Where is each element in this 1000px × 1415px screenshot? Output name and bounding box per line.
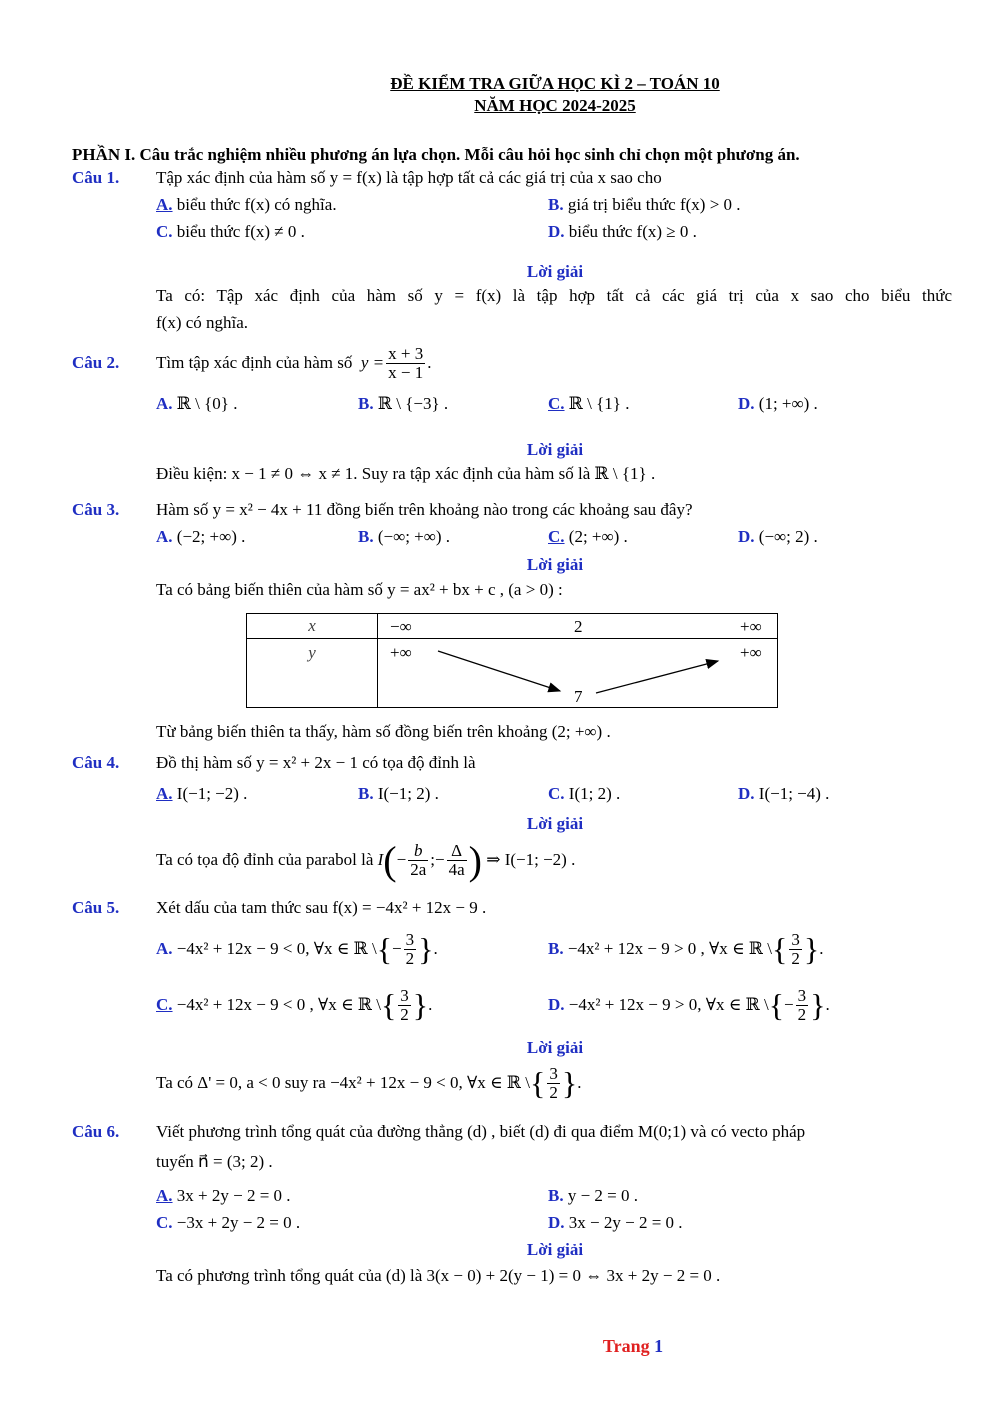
solution-label: Lời giải [526,814,584,833]
option-c: C. biểu thức f(x) ≠ 0 . [156,222,305,241]
option-c: C. −4x² + 12x − 9 < 0 , ∀x ∈ ℝ \ { $\frac{3}{2}$ } . [156,985,433,1024]
exam-title: ĐỀ KIỂM TRA GIỮA HỌC KÌ 2 – TOÁN 10 [390,74,720,93]
y-row [378,639,778,708]
option-b: B. (−∞; +∞) . [358,527,451,546]
solution-text-2: Từ bảng biến thiên ta thấy, hàm số đồng biến trên khoảng (2; +∞) . [156,722,611,741]
option-a: A. −4x² + 12x − 9 < 0, ∀x ∈ ℝ \ { − $\frac{3}{2}$ } . [156,929,438,968]
solution-label: Lời giải [526,262,584,281]
school-year: NĂM HỌC 2024-2025 [474,96,636,115]
question-4-text: Đồ thị hàm số y = x² + 2x − 1 có tọa độ đỉnh là [156,753,476,772]
solution-label: Lời giải [526,1240,584,1259]
option-a: A. I(−1; −2) . [156,784,248,803]
solution-label: Lời giải [526,1038,584,1057]
y-value: +∞ [390,643,412,662]
solution-text: Ta có phương trình tổng quát của (d) là 3(x − 0) + 2(y − 1) = 0 ⇔ 3x + 2y − 2 = 0 . [156,1266,721,1285]
option-b: B. y − 2 = 0 . [548,1186,639,1205]
option-b: B. ℝ \ {−3} . [358,394,449,413]
solution-text: Điều kiện: x − 1 ≠ 0 ⇔ x ≠ 1. Suy ra tập xác định của hàm số là ℝ \ {1} . [156,464,656,483]
x-value: −∞ [390,617,412,636]
page-number: 1 [654,1336,664,1356]
question-label: Câu 1. [72,168,120,187]
question-1-text: Tập xác định của hàm số y = f(x) là tập hợp tất cả các giá trị của x sao cho [156,168,662,187]
solution-text: Ta có bảng biến thiên của hàm số y = ax² + bx + c , (a > 0) : [156,580,563,599]
question-label: Câu 3. [72,500,120,519]
question-label: Câu 5. [72,898,120,917]
page-footer [0,1336,1000,1357]
option-c: C. (2; +∞) . [548,527,628,546]
option-d: D. −4x² + 12x − 9 > 0, ∀x ∈ ℝ \ { − $\frac{3}{2}$ } . [548,985,830,1024]
solution-text-2: f(x) có nghĩa. [156,313,249,332]
question-3-text: Hàm số y = x² − 4x + 11 đồng biến trên khoảng nào trong các khoảng sau đây? [156,500,693,519]
x-value: +∞ [740,617,762,636]
option-d: D. 3x − 2y − 2 = 0 . [548,1213,683,1232]
variation-table [246,613,778,708]
option-d: D. biểu thức f(x) ≥ 0 . [548,222,697,241]
y-value: 7 [574,687,583,706]
y-value: +∞ [740,643,762,662]
option-a: A. ℝ \ {0} . [156,394,238,413]
solution-text: Ta có tọa độ đỉnh của parabol là I ( − $\frac{b}{2a}$ ; − $\frac{\Delta}{4a}$ ) ⇒ I(−1; −2) . [156,837,576,883]
x-value: 2 [574,617,583,636]
question-6-text: Viết phương trình tổng quát của đường thẳng (d) , biết (d) đi qua điểm M(0;1) và có vecto pháp [156,1122,806,1141]
solution-text: Ta có Δ' = 0, a < 0 suy ra −4x² + 12x − 9 < 0, ∀x ∈ ℝ \ { $\frac{3}{2}$ } . [156,1063,582,1102]
solution-text: Ta có: Tập xác định của hàm số y = f(x) là tập hợp tất cả các giá trị của x sao cho biểu thức [156,286,952,305]
option-a: A. (−2; +∞) . [156,527,246,546]
x-row [378,614,778,639]
option-c: C. I(1; 2) . [548,784,621,803]
question-label: Câu 6. [72,1122,120,1141]
question-2-text: Tìm tập xác định của hàm số y = $\frac{x + 3}{x - 1}$ . [156,343,432,382]
option-a: A. biểu thức f(x) có nghĩa. [156,195,337,214]
question-label: Câu 4. [72,753,120,772]
question-1 [72,168,119,188]
variation-arrows [378,639,778,709]
option-d: D. (1; +∞) . [738,394,818,413]
option-b: B. −4x² + 12x − 9 > 0 , ∀x ∈ ℝ \ { $\frac{3}{2}$ } . [548,929,824,968]
page-word: Trang [602,1336,650,1356]
question-label: Câu 2. [72,353,120,372]
option-c: C. −3x + 2y − 2 = 0 . [156,1213,301,1232]
solution-label: Lời giải [526,555,584,574]
question-5-text: Xét dấu của tam thức sau f(x) = −4x² + 12x − 9 . [156,898,487,917]
x-label: x [247,614,378,639]
option-c: C. ℝ \ {1} . [548,394,630,413]
option-a: A. 3x + 2y − 2 = 0 . [156,1186,291,1205]
option-b: B. I(−1; 2) . [358,784,439,803]
fraction: $\frac{x + 3}{x - 1}$ [388,343,424,382]
y-label: y [247,639,378,708]
part1-heading: PHẦN I. Câu trắc nghiệm nhiều phương án lựa chọn. Mỗi câu hỏi học sinh chỉ chọn một phương án. [72,145,800,164]
option-d: D. (−∞; 2) . [738,527,818,546]
option-d: D. I(−1; −4) . [738,784,830,803]
option-b: B. giá trị biểu thức f(x) > 0 . [548,195,741,214]
question-6-text-2: tuyến n⃗ = (3; 2) . [156,1152,273,1171]
solution-label: Lời giải [526,440,584,459]
